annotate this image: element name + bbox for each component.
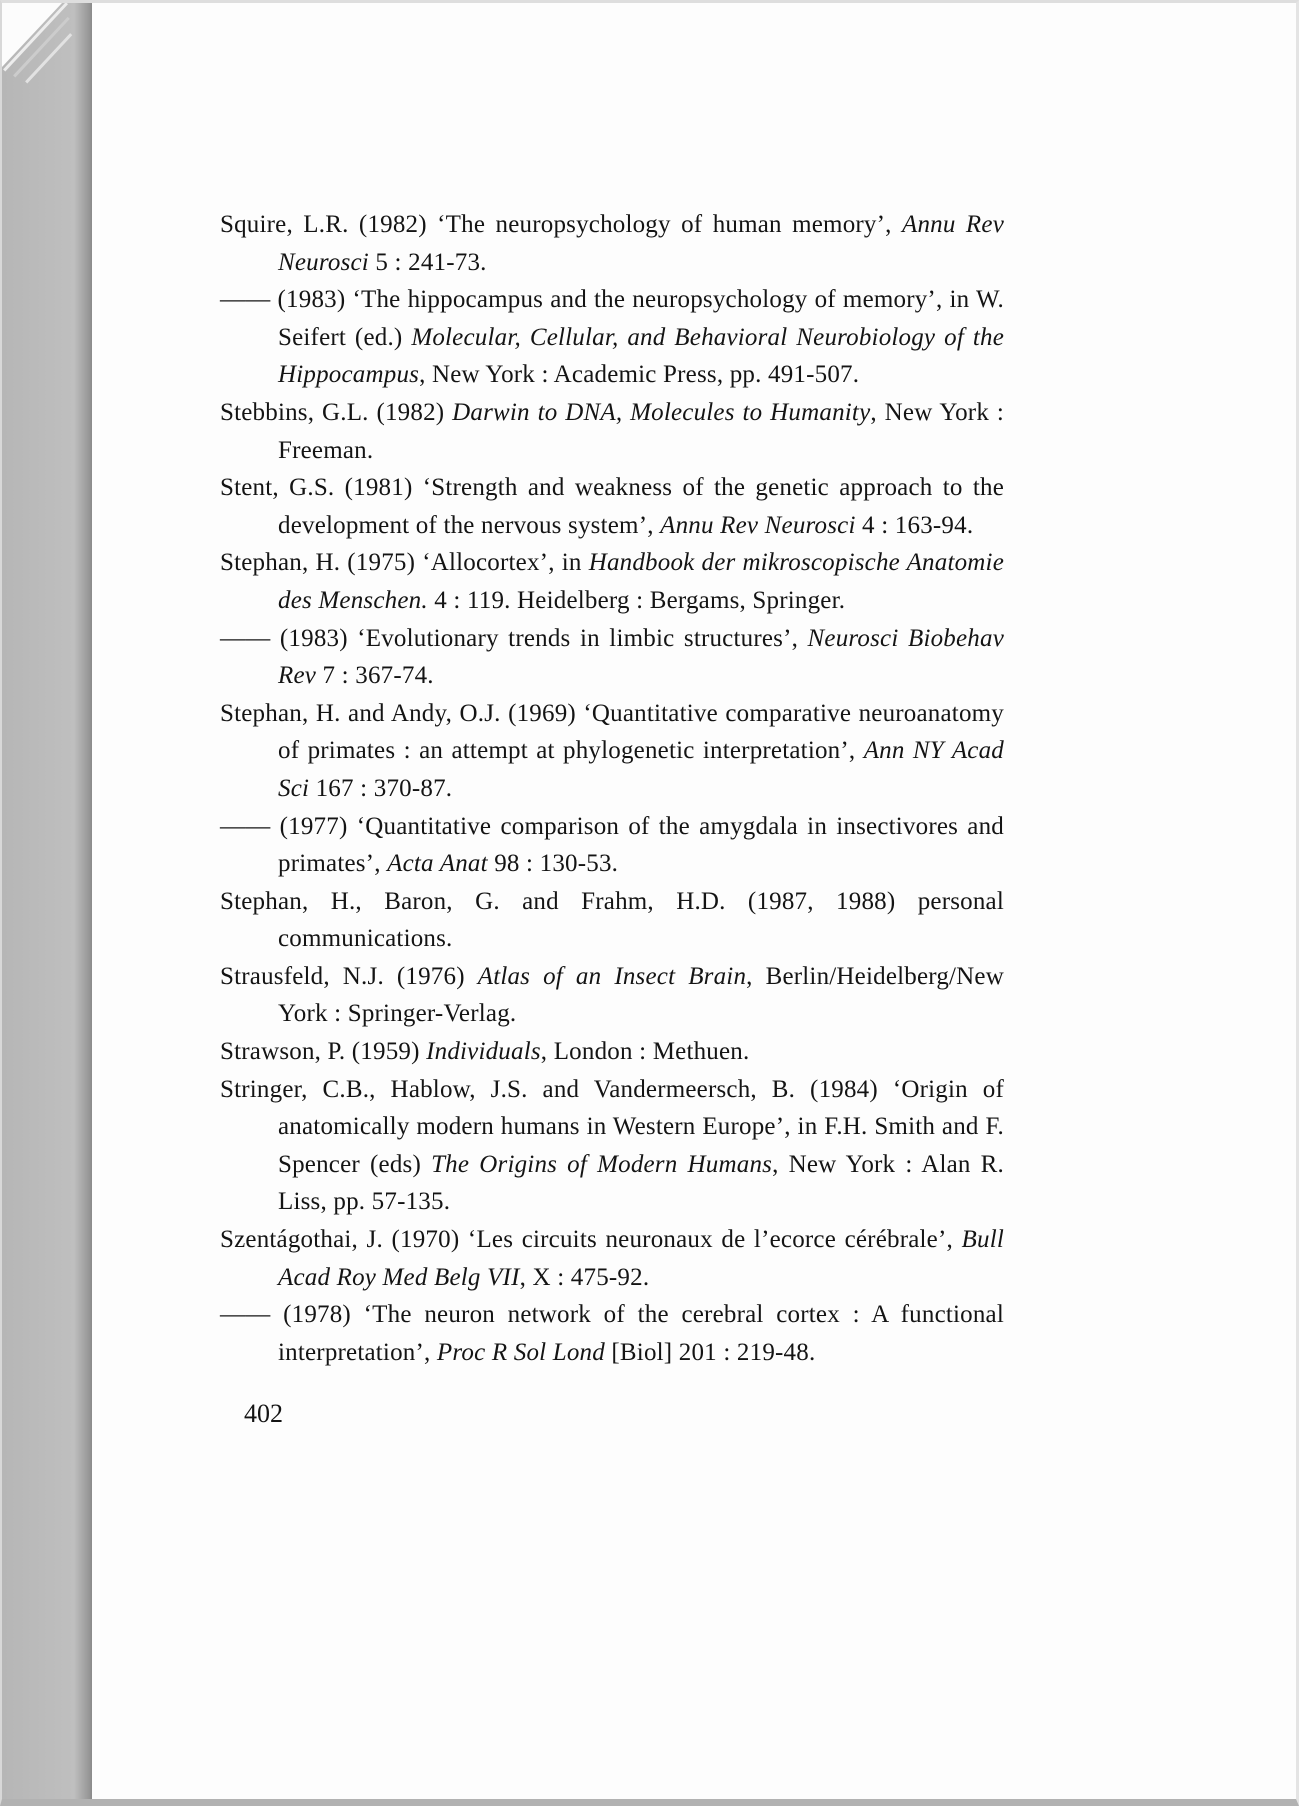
reference-text: Strawson, P. (1959) bbox=[220, 1038, 427, 1066]
reference-entry bbox=[220, 469, 1004, 544]
reference-text: —— (1983) ‘The hippocampus and the neuropsychology of memory’, in W. Seifert (ed.) bbox=[220, 286, 1004, 351]
reference-title-italic: Proc R Sol Lond bbox=[436, 1338, 605, 1366]
reference-text: , New York : Freeman. bbox=[278, 398, 1005, 464]
reference-text: Stephan, H. (1975) ‘Allocortex’, in bbox=[220, 549, 589, 577]
reference-text: Stebbins, G.L. (1982) bbox=[220, 398, 453, 426]
reference-title-italic: Acta Anat bbox=[387, 850, 488, 878]
reference-entry bbox=[220, 695, 1004, 808]
reference-title-italic: Annu Rev Neurosci bbox=[278, 211, 1004, 276]
reference-entry bbox=[220, 1033, 1004, 1071]
reference-text: 4 : 119. Heidelberg : Bergams, Springer. bbox=[427, 586, 846, 614]
reference-title-italic: Ann NY Acad Sci bbox=[278, 737, 1004, 802]
reference-text: 4 : 163-94. bbox=[855, 511, 974, 539]
reference-text: Squire, L.R. (1982) ‘The neuropsychology of human memory’, bbox=[220, 211, 902, 238]
reference-text: Stephan, H. and Andy, O.J. (1969) ‘Quantitative comparative neuroanatomy of primates : an attempt at phylogenetic interpretation’, bbox=[220, 699, 1004, 765]
reference-text: —— (1978) ‘The neuron network of the cerebral cortex : A functional interpretation’, bbox=[220, 1301, 1004, 1366]
reference-text: [Biol] 201 : 219-48. bbox=[604, 1338, 816, 1366]
reference-text: 5 : 241-73. bbox=[368, 248, 487, 276]
book-page bbox=[92, 3, 1296, 1799]
reference-entry bbox=[220, 1296, 1004, 1371]
reference-title-italic: Neurosci Biobehav Rev bbox=[278, 624, 1004, 690]
reference-text: , X : 475-92. bbox=[519, 1263, 650, 1291]
reference-entry bbox=[220, 281, 1004, 394]
reference-entry bbox=[220, 808, 1004, 883]
reference-text: , London : Methuen. bbox=[540, 1038, 750, 1066]
reference-text: Stringer, C.B., Hablow, J.S. and Vandermeersch, B. (1984) ‘Origin of anatomically modern humans in Western Europe’, in F.H. Smith and F. Spencer (eds) bbox=[220, 1075, 1004, 1178]
reference-text: —— (1977) ‘Quantitative comparison of the amygdala in insectivores and primates’, bbox=[220, 812, 1004, 878]
reference-text: , Berlin/Heidelberg/New York : Springer-Verlag. bbox=[278, 962, 1004, 1028]
reference-text: Stent, G.S. (1981) ‘Strength and weakness of the genetic approach to the development of the nervous system’, bbox=[220, 474, 1004, 539]
reference-title-italic: Individuals bbox=[426, 1038, 541, 1066]
reference-list bbox=[220, 206, 1004, 1371]
reference-title-italic: Annu Rev Neurosci bbox=[660, 511, 856, 539]
reference-text: , New York : Alan R. Liss, pp. 57-135. bbox=[278, 1150, 1005, 1216]
reference-entry bbox=[220, 958, 1004, 1033]
page-number: 402 bbox=[244, 1399, 283, 1428]
reference-entry bbox=[220, 620, 1004, 695]
reference-text: Szentágothai, J. (1970) ‘Les circuits neuronaux de l’ecorce cérébrale’, bbox=[220, 1226, 962, 1254]
reference-title-italic: Darwin to DNA, Molecules to Humanity bbox=[452, 398, 871, 426]
reference-text: Stephan, H., Baron, G. and Frahm, H.D. (1987, 1988) personal communications. bbox=[220, 887, 1004, 953]
reference-text: 98 : 130-53. bbox=[487, 850, 619, 878]
reference-entry bbox=[220, 1071, 1004, 1221]
reference-text: Strausfeld, N.J. (1976) bbox=[220, 962, 478, 990]
reference-text: 7 : 367-74. bbox=[316, 662, 434, 690]
reference-text: —— (1983) ‘Evolutionary trends in limbic structures’, bbox=[220, 624, 808, 652]
reference-entry bbox=[220, 1221, 1004, 1296]
reference-title-italic: Bull Acad Roy Med Belg VII bbox=[278, 1226, 1004, 1291]
reference-text: , New York : Academic Press, pp. 491-507. bbox=[419, 361, 860, 389]
reference-entry bbox=[220, 206, 1004, 281]
reference-title-italic: Handbook der mikroscopische Anatomie des Menschen. bbox=[278, 549, 1004, 614]
reference-entry bbox=[220, 883, 1004, 958]
book-spine-edge bbox=[2, 3, 92, 1799]
reference-title-italic: The Origins of Modern Humans bbox=[431, 1150, 773, 1178]
reference-title-italic: Molecular, Cellular, and Behavioral Neurobiology of the Hippocampus bbox=[278, 323, 1004, 389]
reference-entry bbox=[220, 544, 1004, 619]
reference-title-italic: Atlas of an Insect Brain bbox=[477, 962, 747, 990]
reference-entry bbox=[220, 394, 1004, 469]
reference-text: 167 : 370-87. bbox=[309, 774, 453, 802]
